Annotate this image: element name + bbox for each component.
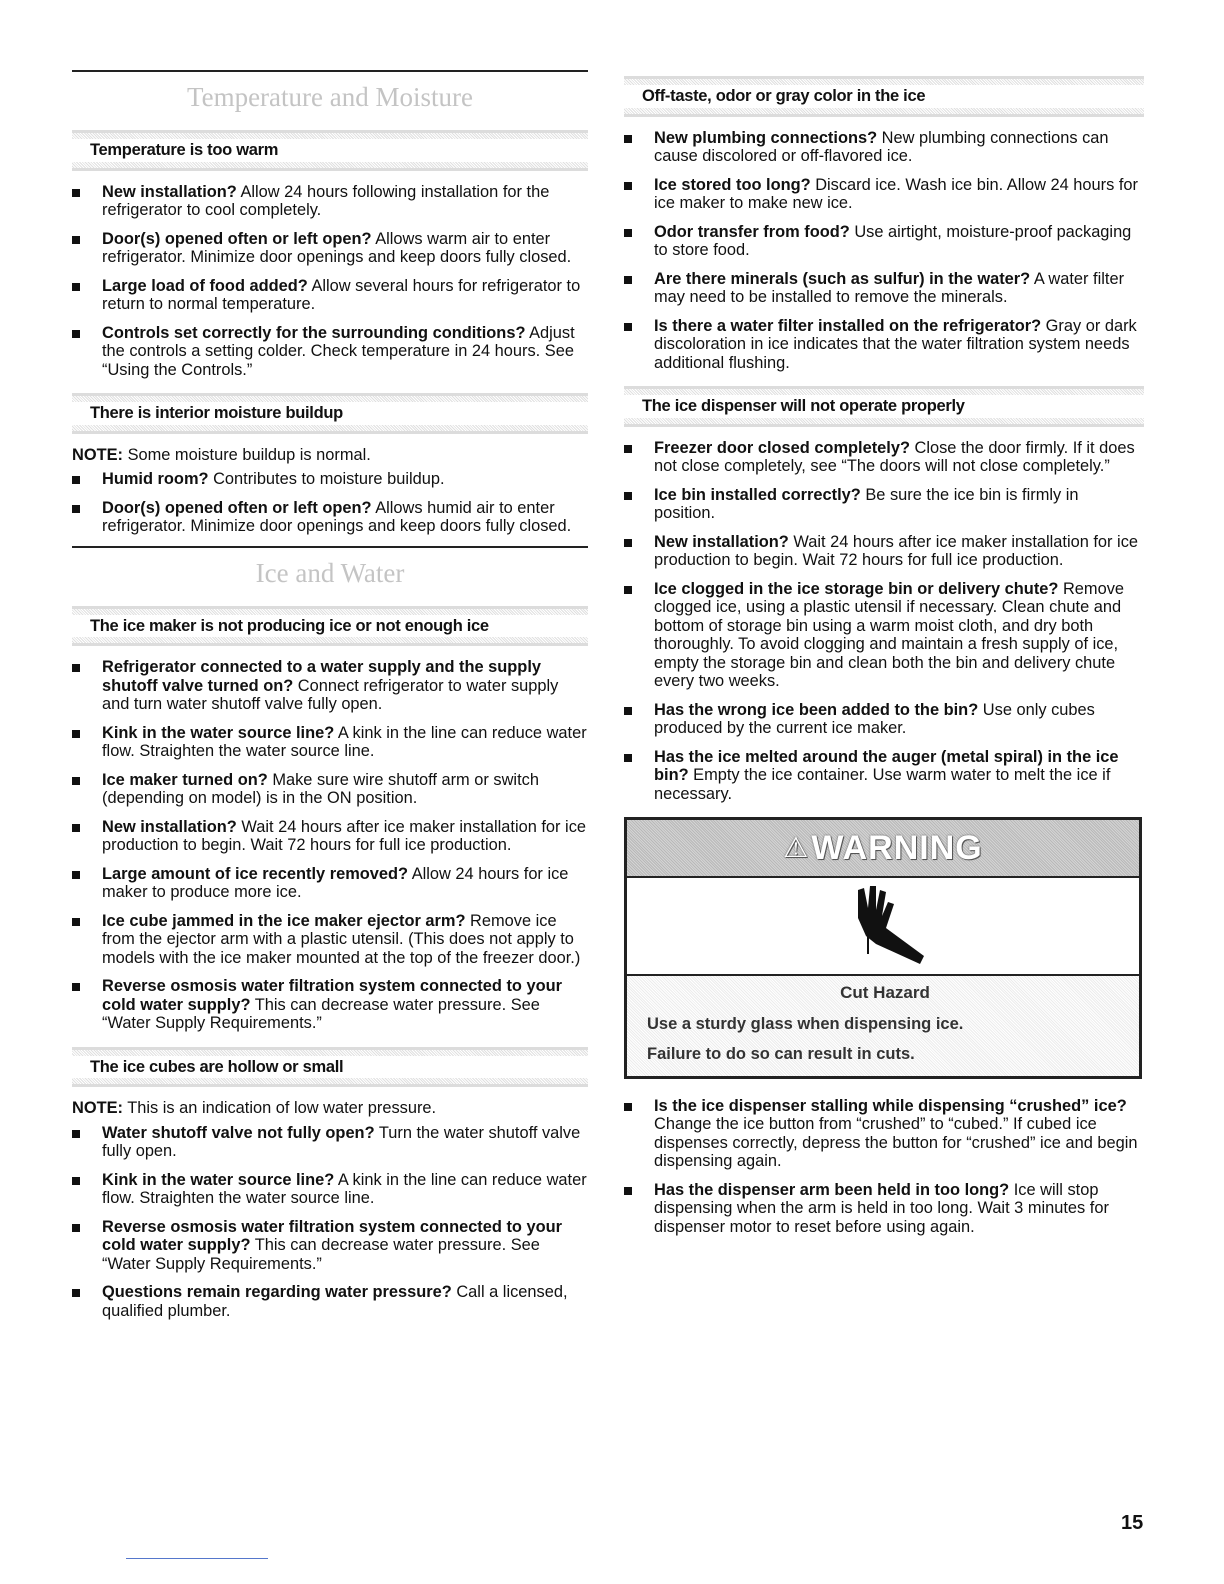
list-item bbox=[624, 701, 1144, 738]
item-answer: Call a licensed, qualified plumber. bbox=[102, 1283, 568, 1320]
item-answer: New plumbing connections can cause discolored or off-flavored ice. bbox=[654, 128, 1109, 165]
warning-label: WARNING bbox=[811, 828, 983, 867]
item-answer: Allow 24 hours for ice maker to produce more ice. bbox=[102, 864, 569, 901]
item-answer: A kink in the line can reduce water flow. Straighten the water source line. bbox=[102, 1170, 587, 1207]
item-answer: Gray or dark discoloration in ice indicates that the water filtration system needs additional flushing. bbox=[654, 316, 1137, 372]
item-question: Reverse osmosis water filtration system connected to your cold water supply? bbox=[102, 977, 562, 1014]
list-item bbox=[72, 818, 588, 855]
item-answer: Use airtight, moisture-proof packaging to store food. bbox=[654, 222, 1132, 259]
item-question: New installation? bbox=[654, 532, 789, 551]
item-answer: Contributes to moisture buildup. bbox=[213, 470, 445, 488]
item-question: Large amount of ice recently removed? bbox=[102, 864, 409, 883]
item-question: Ice maker turned on? bbox=[102, 770, 268, 789]
list-item bbox=[72, 771, 588, 808]
item-question: Door(s) opened often or left open? bbox=[102, 229, 372, 248]
item-answer: Be sure the ice bin is firmly in position. bbox=[654, 485, 1079, 522]
list-item bbox=[72, 977, 588, 1033]
item-question: Is the ice dispenser stalling while dispensing “crushed” ice? bbox=[654, 1096, 1127, 1115]
item-question: Ice stored too long? bbox=[654, 175, 811, 194]
warning-body bbox=[627, 974, 1139, 1076]
list-item bbox=[624, 486, 1144, 523]
item-answer: Empty the ice container. Use warm water to melt the ice if necessary. bbox=[654, 766, 1111, 803]
section-title-ice-water: Ice and Water bbox=[72, 546, 588, 606]
note-text: This is an indication of low water pressure. bbox=[127, 1099, 437, 1117]
list-dispenser-more bbox=[624, 1097, 1144, 1237]
item-answer: A kink in the line can reduce water flow. Straighten the water source line. bbox=[102, 723, 587, 760]
list-item bbox=[72, 470, 588, 489]
item-answer: Wait 24 hours after ice maker installation for ice production to begin. Wait 72 hours for full ice production. bbox=[102, 817, 587, 854]
item-question: Questions remain regarding water pressure? bbox=[102, 1283, 452, 1301]
warning-triangle-icon: ⚠ bbox=[783, 831, 810, 863]
item-question: Odor transfer from food? bbox=[654, 222, 850, 241]
item-answer: Allow 24 hours following installation for the refrigerator to cool completely. bbox=[102, 182, 550, 219]
list-item bbox=[624, 748, 1144, 804]
list-not-producing bbox=[72, 658, 588, 1033]
item-answer: Remove ice from the ejector arm with a plastic utensil. (This does not apply to models with the ice maker mounted at the top of the freezer door.) bbox=[102, 911, 581, 967]
right-column bbox=[624, 76, 1144, 1250]
list-item bbox=[624, 317, 1144, 373]
subheader-label: Off-taste, odor or gray color in the ice bbox=[624, 85, 1144, 108]
item-answer: Ice will stop dispensing when the arm is held in too long. Wait 3 minutes for dispenser motor to reset before using again. bbox=[654, 1180, 1109, 1236]
item-answer: Adjust the controls a setting colder. Check temperature in 24 hours. See “Using the Controls.” bbox=[102, 323, 575, 379]
list-item bbox=[72, 724, 588, 761]
item-question: Has the dispenser arm been held in too long? bbox=[654, 1180, 1010, 1199]
warning-banner bbox=[627, 820, 1139, 876]
list-item bbox=[624, 270, 1144, 307]
subheader-label: The ice dispenser will not operate properly bbox=[624, 395, 1144, 418]
subheader-temperature-too-warm bbox=[72, 130, 588, 171]
list-item bbox=[624, 533, 1144, 570]
item-question: Water shutoff valve not fully open? bbox=[102, 1123, 375, 1142]
list-item bbox=[72, 1283, 588, 1320]
item-question: Humid room? bbox=[102, 470, 209, 488]
list-dispenser bbox=[624, 439, 1144, 804]
list-hollow bbox=[72, 1124, 588, 1321]
section-title-temperature-moisture: Temperature and Moisture bbox=[72, 70, 588, 130]
item-question: Kink in the water source line? bbox=[102, 1170, 335, 1189]
item-question: Large load of food added? bbox=[102, 276, 308, 295]
list-item bbox=[72, 183, 588, 220]
list-item bbox=[72, 1218, 588, 1274]
item-answer: Allow several hours for refrigerator to return to normal temperature. bbox=[102, 276, 581, 313]
list-item bbox=[72, 658, 588, 714]
list-item bbox=[72, 912, 588, 968]
page-number: 15 bbox=[1121, 1512, 1144, 1534]
list-item bbox=[624, 223, 1144, 260]
item-question: Ice clogged in the ice storage bin or delivery chute? bbox=[654, 579, 1059, 598]
note-text: Some moisture buildup is normal. bbox=[127, 445, 371, 464]
subheader-label: The ice cubes are hollow or small bbox=[72, 1056, 588, 1079]
list-item bbox=[72, 324, 588, 380]
subheader-label: There is interior moisture buildup bbox=[72, 402, 588, 425]
item-question: New installation? bbox=[102, 182, 237, 201]
list-item bbox=[72, 499, 588, 536]
item-question: New installation? bbox=[102, 817, 237, 836]
item-answer: A water filter may need to be installed to remove the minerals. bbox=[654, 269, 1125, 306]
item-answer: Change the ice button from “crushed” to “cubed.” If cubed ice dispenses correctly, depress the button for “crushed” ice and begin dispensing again. bbox=[654, 1115, 1138, 1170]
list-item bbox=[624, 129, 1144, 166]
list-item bbox=[72, 1124, 588, 1161]
item-answer: Make sure wire shutoff arm or switch (depending on model) is in the ON position. bbox=[102, 770, 539, 807]
item-question: Ice bin installed correctly? bbox=[654, 485, 861, 504]
list-moisture bbox=[72, 470, 588, 536]
item-answer: Remove clogged ice, using a plastic utensil if necessary. Clean chute and bottom of storage bin using a warm moist cloth, and dry both thoroughly. To avoid clogging and maintain a fresh supply of ice, empty the storage bin and clean both the bin and delivery chute every two weeks. bbox=[654, 579, 1125, 690]
list-item bbox=[72, 230, 588, 267]
list-item bbox=[72, 865, 588, 902]
note-moisture bbox=[72, 446, 588, 465]
item-question: Has the wrong ice been added to the bin? bbox=[654, 700, 979, 719]
list-item bbox=[624, 580, 1144, 691]
item-question: Kink in the water source line? bbox=[102, 723, 335, 742]
footer-line bbox=[126, 1558, 268, 1559]
item-answer: Close the door firmly. If it does not close completely, see “The doors will not close completely.” bbox=[654, 438, 1135, 475]
item-question: New plumbing connections? bbox=[654, 128, 878, 147]
item-answer: Discard ice. Wash ice bin. Allow 24 hours for ice maker to make new ice. bbox=[654, 175, 1138, 212]
list-item bbox=[624, 176, 1144, 213]
item-question: Refrigerator connected to a water supply and the supply shutoff valve turned on? bbox=[102, 658, 541, 695]
list-item bbox=[72, 1171, 588, 1208]
subheader-off-taste bbox=[624, 76, 1144, 117]
item-answer: This can decrease water pressure. See “Water Supply Requirements.” bbox=[102, 995, 540, 1032]
cut-hazard-hand-icon bbox=[627, 876, 1139, 974]
list-item bbox=[72, 277, 588, 314]
subheader-hollow-small bbox=[72, 1047, 588, 1088]
note-label: NOTE: bbox=[72, 445, 123, 464]
note-label: NOTE: bbox=[72, 1099, 123, 1117]
list-too-warm bbox=[72, 183, 588, 380]
subheader-moisture-buildup bbox=[72, 393, 588, 434]
item-question: Controls set correctly for the surrounding conditions? bbox=[102, 323, 526, 342]
list-item bbox=[624, 1097, 1144, 1171]
note-hollow bbox=[72, 1099, 588, 1118]
item-question: Reverse osmosis water filtration system connected to your cold water supply? bbox=[102, 1217, 562, 1254]
item-answer: Turn the water shutoff valve fully open. bbox=[102, 1123, 581, 1160]
list-item bbox=[624, 1181, 1144, 1237]
item-answer: Use only cubes produced by the current ice maker. bbox=[654, 700, 1095, 737]
item-answer: This can decrease water pressure. See “Water Supply Requirements.” bbox=[102, 1236, 540, 1273]
item-question: Freezer door closed completely? bbox=[654, 438, 910, 457]
warning-box bbox=[624, 817, 1142, 1079]
item-question: Is there a water filter installed on the refrigerator? bbox=[654, 316, 1042, 335]
item-question: Ice cube jammed in the ice maker ejector arm? bbox=[102, 911, 466, 930]
subheader-label: Temperature is too warm bbox=[72, 139, 588, 162]
item-question: Are there minerals (such as sulfur) in the water? bbox=[654, 269, 1031, 288]
item-question: Has the ice melted around the auger (metal spiral) in the ice bin? bbox=[654, 747, 1119, 784]
left-column bbox=[72, 70, 588, 1334]
warning-line: Failure to do so can result in cuts. bbox=[647, 1045, 915, 1063]
subheader-not-producing-ice bbox=[72, 606, 588, 647]
item-answer: Allows warm air to enter refrigerator. Minimize door openings and keep doors fully closed. bbox=[102, 229, 572, 266]
list-off-taste bbox=[624, 129, 1144, 373]
list-item bbox=[624, 439, 1144, 476]
hand-cut-icon bbox=[838, 884, 928, 968]
item-answer: Connect refrigerator to water supply and turn water shutoff valve fully open. bbox=[102, 676, 559, 713]
item-answer: Allows humid air to enter refrigerator. Minimize door openings and keep doors fully closed. bbox=[102, 498, 572, 535]
item-question: Door(s) opened often or left open? bbox=[102, 498, 372, 517]
hazard-title: Cut Hazard bbox=[840, 983, 930, 1002]
subheader-label: The ice maker is not producing ice or not enough ice bbox=[72, 615, 588, 638]
warning-line: Use a sturdy glass when dispensing ice. bbox=[647, 1014, 964, 1033]
subheader-dispenser bbox=[624, 386, 1144, 427]
item-answer: Wait 24 hours after ice maker installation for ice production to begin. Wait 72 hours for full ice production. bbox=[654, 532, 1139, 569]
